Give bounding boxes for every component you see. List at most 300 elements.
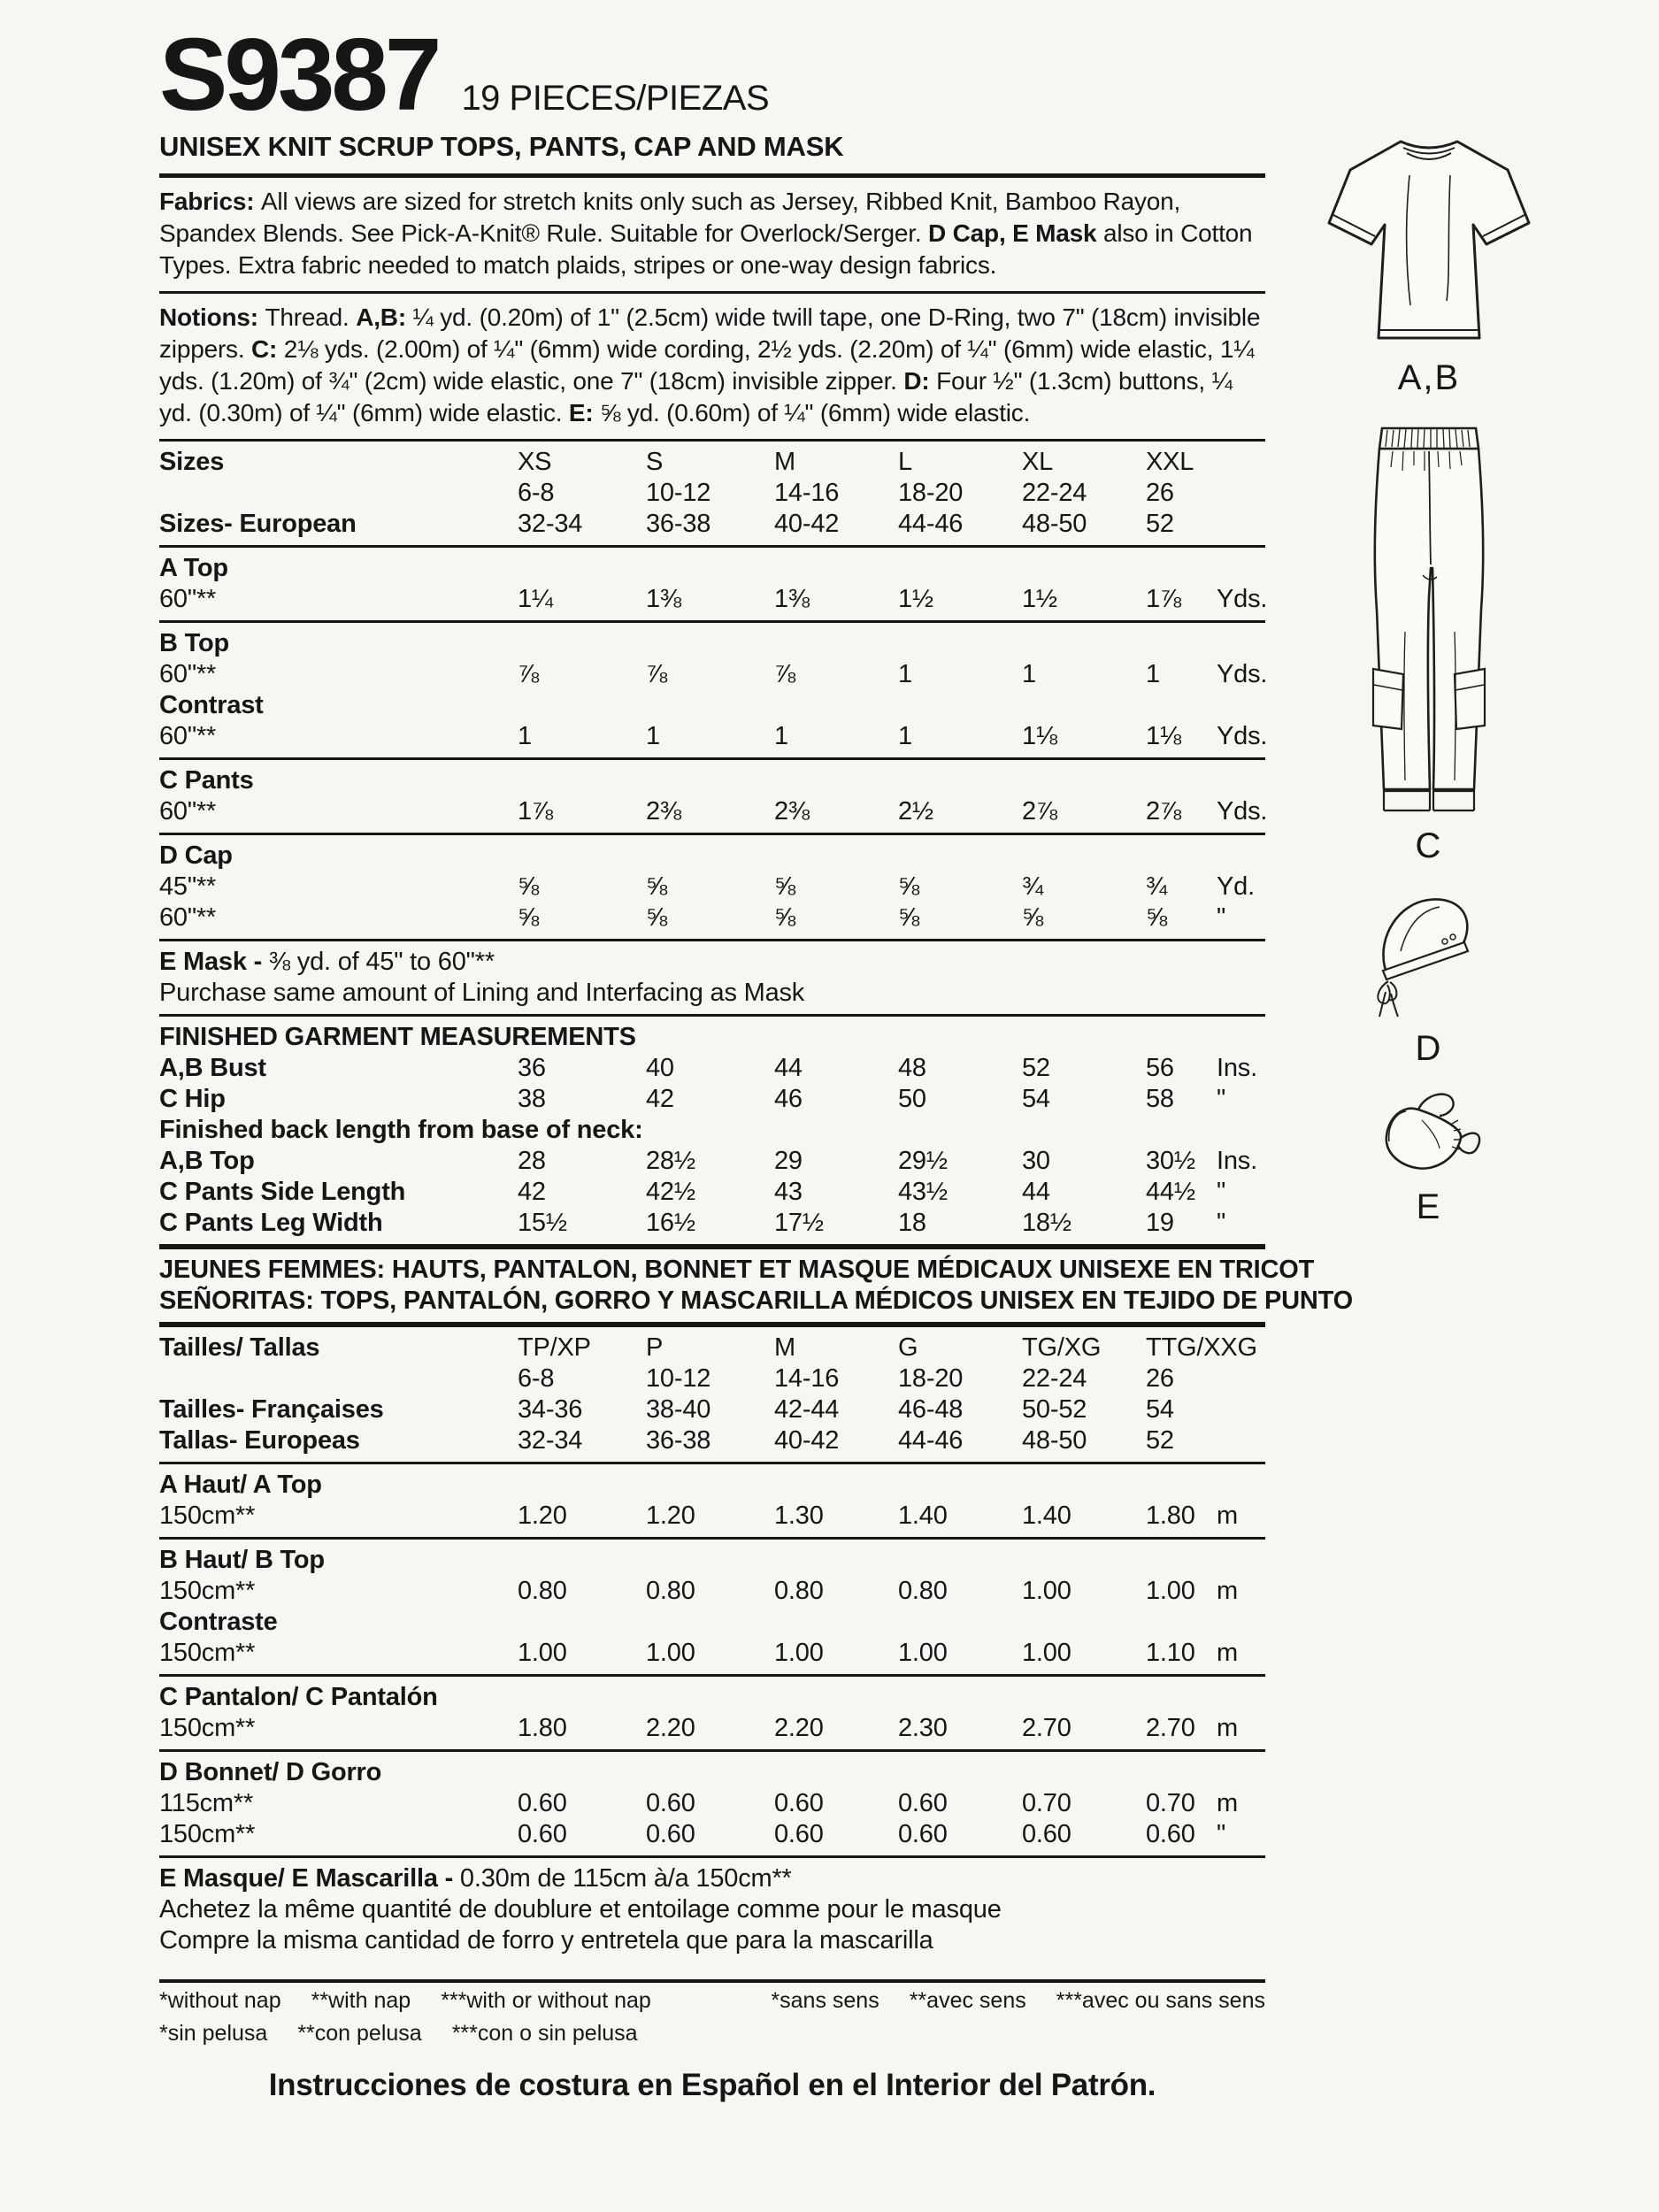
value-cell: 0.80 <box>774 1576 824 1605</box>
divider-rule <box>159 1749 1265 1752</box>
table-row <box>159 1333 1265 1363</box>
value-cell: 0.70 <box>1022 1788 1071 1817</box>
value-cell: 2.20 <box>646 1713 695 1742</box>
unit-cell: " <box>1217 902 1226 932</box>
value-cell: 18 <box>898 1208 926 1237</box>
value-cell: ⅝ <box>518 872 539 901</box>
value-cell: 42 <box>518 1177 546 1206</box>
value-cell: 0.60 <box>898 1788 948 1817</box>
value-cell: ⅞ <box>518 659 539 688</box>
value-cell: XXL <box>1146 447 1194 476</box>
row-label: 150cm** <box>159 1501 256 1530</box>
figure-scrub-cap <box>1374 887 1485 1069</box>
value-cell: 19 <box>1146 1208 1174 1237</box>
row-label <box>159 947 1265 978</box>
value-cell: 14-16 <box>774 478 840 507</box>
row-label <box>159 1863 1265 1894</box>
table-row <box>159 628 1265 659</box>
value-cell: 2⅞ <box>1022 796 1057 826</box>
value-cell: 26 <box>1146 1363 1174 1393</box>
value-cell: TTG/XXG <box>1146 1333 1257 1362</box>
value-cell: G <box>898 1333 918 1362</box>
table-row <box>159 1819 1265 1850</box>
value-cell: 18-20 <box>898 1363 964 1393</box>
value-cell: ⅞ <box>774 659 795 688</box>
table-row <box>159 1255 1315 1286</box>
table-row <box>159 447 1265 478</box>
value-cell: 29½ <box>898 1146 948 1175</box>
scrub-cap-illustration <box>1374 887 1485 1020</box>
value-cell: 1½ <box>1022 584 1057 613</box>
value-cell: L <box>898 447 912 476</box>
divider-rule <box>159 545 1265 548</box>
spanish-instructions-note: Instrucciones de costura en Español en el Interior del Patrón. <box>268 2067 1156 2102</box>
value-cell: 1⅞ <box>1146 584 1181 613</box>
value-cell: 32-34 <box>518 1425 583 1455</box>
table-row <box>159 902 1265 933</box>
value-cell: 42-44 <box>774 1394 840 1424</box>
value-cell: 1⅞ <box>518 796 553 826</box>
text-segment: Fabrics: <box>159 187 261 215</box>
value-cell: 28½ <box>646 1146 695 1175</box>
value-cell: 54 <box>1022 1084 1050 1113</box>
value-cell: 30½ <box>1146 1146 1195 1175</box>
row-label <box>159 478 518 509</box>
value-cell: 0.60 <box>518 1819 567 1848</box>
row-label: 60"** <box>159 721 217 750</box>
divider-rule <box>159 620 1265 623</box>
figure-face-mask <box>1376 1090 1482 1227</box>
row-label: 150cm** <box>159 1638 256 1667</box>
unit-cell: Yds. <box>1217 584 1268 613</box>
value-cell: 44-46 <box>898 509 964 538</box>
value-cell: 26 <box>1146 478 1174 507</box>
value-cell: ⅝ <box>1146 902 1167 932</box>
table-row <box>159 841 1265 872</box>
value-cell: 0.80 <box>646 1576 695 1605</box>
value-cell: 6-8 <box>518 478 555 507</box>
text-segment: A,B: <box>356 303 413 331</box>
unit-cell: " <box>1217 1208 1226 1237</box>
yardage-table-metric <box>159 1255 1353 1956</box>
row-label: C Pants <box>159 765 254 795</box>
table-row <box>159 1607 1265 1638</box>
table-row <box>159 1682 1265 1713</box>
value-cell: 29 <box>774 1146 803 1175</box>
row-label: C Pants Leg Width <box>159 1208 383 1237</box>
value-cell: 2⅜ <box>646 796 681 826</box>
text-segment: C: <box>251 334 284 363</box>
value-cell: 1.00 <box>1022 1576 1071 1605</box>
row-label-bold: E Masque/ E Mascarilla - <box>159 1863 460 1893</box>
value-cell: 44 <box>1022 1177 1050 1206</box>
value-cell: 48 <box>898 1053 926 1082</box>
row-label: JEUNES FEMMES: HAUTS, PANTALON, BONNET ET MASQUE MÉDICAUX UNISEXE EN TRICOT <box>159 1255 1315 1284</box>
table-row <box>159 721 1268 752</box>
divider-rule <box>159 1462 1265 1464</box>
value-cell: ⅞ <box>646 659 667 688</box>
value-cell: 44½ <box>1146 1177 1195 1206</box>
divider-rule <box>159 757 1265 760</box>
masthead <box>159 17 1265 132</box>
row-label: 60"** <box>159 659 217 688</box>
row-label-rest: ⅜ yd. of 45" to 60"** <box>268 947 495 976</box>
value-cell: 2½ <box>898 796 933 826</box>
unit-cell: m <box>1217 1788 1238 1817</box>
value-cell: 48-50 <box>1022 509 1087 538</box>
divider-rule <box>159 833 1265 835</box>
value-cell: 1 <box>518 721 532 750</box>
unit-cell: Ins. <box>1217 1053 1257 1082</box>
value-cell: 2⅜ <box>774 796 810 826</box>
row-label: 115cm** <box>159 1788 254 1817</box>
value-cell: 1.20 <box>518 1501 567 1530</box>
page-title: UNISEX KNIT SCRUP TOPS, PANTS, CAP AND MASK <box>159 131 1265 178</box>
row-label: 45"** <box>159 872 217 901</box>
unit-cell <box>1217 1394 1265 1425</box>
unit-cell: " <box>1217 1819 1226 1848</box>
footnote-item: ***with or without nap <box>441 1987 651 2013</box>
divider-rule <box>159 1855 1265 1858</box>
table-row <box>159 1576 1265 1607</box>
row-label: 150cm** <box>159 1576 256 1605</box>
table-row <box>159 1470 1265 1501</box>
value-cell: 1⅛ <box>1146 721 1181 750</box>
value-cell: 1.20 <box>646 1501 695 1530</box>
unit-cell: Yds. <box>1217 659 1268 688</box>
main-column <box>159 0 1353 2103</box>
value-cell: 15½ <box>518 1208 567 1237</box>
value-cell: 1 <box>898 659 912 688</box>
unit-cell <box>1217 447 1265 478</box>
value-cell: TG/XG <box>1022 1333 1102 1362</box>
value-cell: ⅝ <box>1022 902 1043 932</box>
value-cell: 6-8 <box>518 1363 555 1393</box>
footnote-group-french <box>771 1986 1265 2016</box>
table-row <box>159 978 1265 1009</box>
yardage-table-english <box>159 447 1268 1249</box>
footnote-item: **with nap <box>311 1987 411 2013</box>
divider-rule <box>159 1014 1265 1017</box>
value-cell: 30 <box>1022 1146 1050 1175</box>
row-label: Achetez la même quantité de doublure et entoilage comme pour le masque <box>159 1894 1002 1924</box>
text-segment: 2⅛ yds. (2.00m) of ¼" (6mm) wide cording, 2½ yds. (2.20m) of ¼" (6mm) wide elastic, 1¼ yds. (1.20m) of ¾" (2cm) wide elastic, one 7" (18cm) invisible zipper. <box>159 334 1255 395</box>
value-cell: 34-36 <box>518 1394 583 1424</box>
value-cell: 38 <box>518 1084 546 1113</box>
footnote-group-spanish <box>159 2019 638 2048</box>
figure-label-mask: E <box>1416 1187 1442 1226</box>
value-cell: TP/XP <box>518 1333 591 1362</box>
value-cell: 40-42 <box>774 1425 840 1455</box>
value-cell: 36 <box>518 1053 546 1082</box>
unit-cell: m <box>1217 1713 1238 1742</box>
value-cell: 54 <box>1146 1394 1174 1424</box>
table-row <box>159 1545 1265 1576</box>
value-cell: 2.70 <box>1146 1713 1195 1742</box>
row-label: 60"** <box>159 902 217 932</box>
value-cell: 2.30 <box>898 1713 948 1742</box>
value-cell: 1 <box>646 721 660 750</box>
unit-cell: " <box>1217 1177 1226 1206</box>
table-row <box>159 690 1265 721</box>
table-row <box>159 1208 1265 1239</box>
table-row <box>159 1863 1265 1894</box>
value-cell: 18-20 <box>898 478 964 507</box>
value-cell: 1.00 <box>774 1638 824 1667</box>
value-cell: 43 <box>774 1177 803 1206</box>
row-label: Finished back length from base of neck: <box>159 1115 643 1144</box>
value-cell: 1¼ <box>518 584 553 613</box>
value-cell: 44 <box>774 1053 803 1082</box>
row-label: 150cm** <box>159 1713 256 1742</box>
figure-label-cap: D <box>1415 1029 1443 1068</box>
text-segment: Thread. <box>265 303 357 331</box>
table-row <box>159 584 1268 615</box>
text-segment: ¼ yd. (0.20m) of 1" (2.5cm) wide twill tape, one D-Ring, two 7" (18cm) invisible zippers. <box>159 303 1261 363</box>
value-cell: 50-52 <box>1022 1394 1087 1424</box>
value-cell: 17½ <box>774 1208 824 1237</box>
value-cell: 28 <box>518 1146 546 1175</box>
table-row <box>159 1757 1265 1788</box>
value-cell: ⅝ <box>898 902 919 932</box>
footnote-item: **con pelusa <box>297 2020 422 2046</box>
value-cell: 38-40 <box>646 1394 711 1424</box>
value-cell: 1.00 <box>518 1638 567 1667</box>
table-row <box>159 509 1265 540</box>
row-label: A,B Bust <box>159 1053 266 1082</box>
value-cell: 43½ <box>898 1177 948 1206</box>
value-cell: 1⅜ <box>646 584 681 613</box>
scrub-pants-illustration <box>1354 419 1504 818</box>
table-row <box>159 1177 1265 1208</box>
row-label: D Bonnet/ D Gorro <box>159 1757 382 1786</box>
text-segment: Four ½" (1.3cm) buttons, ¼ yd. (0.30m) of ¼" (6mm) wide elastic. <box>159 366 1233 426</box>
footnote-row-spanish <box>159 2019 1265 2048</box>
value-cell: ⅝ <box>646 872 667 901</box>
unit-cell: Ins. <box>1217 1146 1257 1175</box>
value-cell: 0.60 <box>1146 1819 1195 1848</box>
divider-rule <box>159 1674 1265 1677</box>
table-row <box>159 872 1265 902</box>
table-row <box>159 1713 1265 1744</box>
row-label: Tailles- Françaises <box>159 1394 384 1424</box>
unit-cell: m <box>1217 1501 1238 1530</box>
fabrics-paragraph <box>159 178 1265 294</box>
table-row <box>159 553 1265 584</box>
footnote-item: **avec sens <box>909 1987 1026 2013</box>
value-cell: 58 <box>1146 1084 1174 1113</box>
value-cell: XS <box>518 447 552 476</box>
value-cell: 22-24 <box>1022 478 1087 507</box>
row-label-bold: E Mask - <box>159 947 269 976</box>
row-label: A Haut/ A Top <box>159 1470 322 1499</box>
row-label: FINISHED GARMENT MEASUREMENTS <box>159 1022 636 1051</box>
table-row <box>159 796 1268 827</box>
value-cell: 42½ <box>646 1177 695 1206</box>
value-cell: 36-38 <box>646 509 711 538</box>
unit-cell <box>1217 478 1265 509</box>
pieces-count: 19 PIECES/PIEZAS <box>461 79 770 118</box>
scrub-top-illustration <box>1318 124 1540 349</box>
value-cell: 0.60 <box>646 1788 695 1817</box>
row-label: 60"** <box>159 584 217 613</box>
row-label: Compre la misma cantidad de forro y entretela que para la mascarilla <box>159 1925 933 1955</box>
row-label: A Top <box>159 553 228 582</box>
divider-rule <box>159 939 1265 941</box>
value-cell: 1.00 <box>1022 1638 1071 1667</box>
value-cell: 1⅛ <box>1022 721 1057 750</box>
row-label: 150cm** <box>159 1819 256 1848</box>
table-row <box>159 1394 1265 1425</box>
table-row <box>159 1925 1265 1956</box>
row-label: Contrast <box>159 690 264 719</box>
unit-cell: Yd. <box>1217 872 1255 901</box>
value-cell: 48-50 <box>1022 1425 1087 1455</box>
table-row <box>159 1022 1265 1053</box>
unit-cell: Yds. <box>1217 721 1268 750</box>
text-segment: ⅝ yd. (0.60m) of ¼" (6mm) wide elastic. <box>600 398 1031 426</box>
row-label: D Cap <box>159 841 233 870</box>
footnote-divider <box>159 1979 1265 1983</box>
divider-rule <box>159 1537 1265 1540</box>
value-cell: 44-46 <box>898 1425 964 1455</box>
unit-cell <box>1217 509 1265 540</box>
table-row <box>159 1115 1265 1146</box>
divider-rule <box>159 1244 1265 1249</box>
row-label <box>159 1363 518 1394</box>
value-cell: 16½ <box>646 1208 695 1237</box>
value-cell: 32-34 <box>518 509 583 538</box>
table-row <box>159 1084 1265 1115</box>
face-mask-illustration <box>1376 1090 1482 1179</box>
row-label: 60"** <box>159 796 217 826</box>
value-cell: 1⅜ <box>774 584 810 613</box>
value-cell: ¾ <box>1146 872 1167 901</box>
value-cell: 1.80 <box>518 1713 567 1742</box>
row-label: Sizes- European <box>159 509 357 538</box>
table-row <box>159 1053 1265 1084</box>
footnote-item: *sin pelusa <box>159 2020 268 2046</box>
row-label: Sizes <box>159 447 225 476</box>
garment-illustrations <box>1301 124 1557 1248</box>
row-label: B Haut/ B Top <box>159 1545 325 1574</box>
row-label-rest: 0.30m de 115cm à/a 150cm** <box>459 1863 792 1893</box>
value-cell: ¾ <box>1022 872 1043 901</box>
table-row <box>159 1638 1265 1669</box>
value-cell: 2⅞ <box>1146 796 1181 826</box>
value-cell: 1.80 <box>1146 1501 1195 1530</box>
footnote-item: *sans sens <box>771 1987 879 2013</box>
value-cell: 1 <box>1146 659 1160 688</box>
unit-cell: m <box>1217 1638 1238 1667</box>
value-cell: 14-16 <box>774 1363 840 1393</box>
value-cell: 0.80 <box>898 1576 948 1605</box>
footnote-item: *without nap <box>159 1987 281 2013</box>
text-segment: Notions: <box>159 303 265 331</box>
value-cell: M <box>774 1333 795 1362</box>
table-row <box>159 1363 1265 1394</box>
value-cell: ⅝ <box>898 872 919 901</box>
table-row <box>159 478 1265 509</box>
value-cell: 10-12 <box>646 478 711 507</box>
figure-scrub-top <box>1318 124 1540 398</box>
row-label: Tallas- Europeas <box>159 1425 360 1455</box>
row-label: SEÑORITAS: TOPS, PANTALÓN, GORRO Y MASCARILLA MÉDICOS UNISEX EN TEJIDO DE PUNTO <box>159 1286 1353 1315</box>
table-row <box>159 1286 1353 1317</box>
value-cell: 1 <box>774 721 788 750</box>
divider-rule <box>159 1322 1265 1327</box>
row-label: B Top <box>159 628 229 657</box>
text-segment: E: <box>568 398 601 426</box>
row-label: C Pants Side Length <box>159 1177 406 1206</box>
text-segment: D: <box>903 366 937 395</box>
value-cell: 56 <box>1146 1053 1174 1082</box>
footnote-item: ***con o sin pelusa <box>451 2020 638 2046</box>
table-row <box>159 659 1268 690</box>
unit-cell: m <box>1217 1576 1238 1605</box>
value-cell: XL <box>1022 447 1054 476</box>
value-cell: 0.60 <box>518 1788 567 1817</box>
value-cell: 1.00 <box>646 1638 695 1667</box>
value-cell: 52 <box>1146 1425 1174 1455</box>
value-cell: 2.70 <box>1022 1713 1071 1742</box>
unit-cell <box>1217 1333 1265 1363</box>
text-segment: All views are sized for stretch knits only such as Jersey, Ribbed Knit, Bamboo Rayon, Spandex Blends. See Pick-A-Knit® Rule. Suitable for Overlock/Serger. <box>159 187 1181 247</box>
value-cell: 0.60 <box>1022 1819 1071 1848</box>
footnote-group-english <box>159 1986 651 2016</box>
row-label: Contraste <box>159 1607 278 1636</box>
value-cell: 52 <box>1022 1053 1050 1082</box>
footnote-row-english-french <box>159 1986 1265 2016</box>
value-cell: M <box>774 447 795 476</box>
value-cell: 1.00 <box>1146 1576 1195 1605</box>
figure-label-top: A,B <box>1397 358 1461 397</box>
value-cell: 1.10 <box>1146 1638 1195 1667</box>
row-label: C Pantalon/ C Pantalón <box>159 1682 438 1711</box>
unit-cell <box>1217 1425 1265 1456</box>
value-cell: 10-12 <box>646 1363 711 1393</box>
pattern-number: S9387 <box>159 17 439 132</box>
value-cell: 1 <box>898 721 912 750</box>
value-cell: ⅝ <box>518 902 539 932</box>
value-cell: 0.60 <box>646 1819 695 1848</box>
value-cell: P <box>646 1333 664 1362</box>
table-row <box>159 947 1265 978</box>
value-cell: 2.20 <box>774 1713 824 1742</box>
table-row <box>159 1425 1265 1456</box>
value-cell: 42 <box>646 1084 674 1113</box>
value-cell: 0.60 <box>898 1819 948 1848</box>
value-cell: 22-24 <box>1022 1363 1087 1393</box>
unit-cell: " <box>1217 1084 1226 1113</box>
table-row <box>159 765 1265 796</box>
unit-cell <box>1217 1363 1265 1394</box>
table-row <box>159 1788 1265 1819</box>
text-segment: also in Cotton Types. Extra fabric needed to match plaids, stripes or one-way design fabrics. <box>159 219 1253 279</box>
value-cell: ⅝ <box>774 872 795 901</box>
value-cell: 46 <box>774 1084 803 1113</box>
value-cell: S <box>646 447 664 476</box>
value-cell: 1.30 <box>774 1501 824 1530</box>
value-cell: 1.40 <box>898 1501 948 1530</box>
figure-scrub-pants <box>1354 419 1504 866</box>
value-cell: 0.60 <box>774 1788 824 1817</box>
table-row <box>159 1146 1265 1177</box>
footnote-item: ***avec ou sans sens <box>1056 1987 1265 2013</box>
table-row <box>159 1894 1265 1925</box>
value-cell: 1.40 <box>1022 1501 1071 1530</box>
value-cell: 1.00 <box>898 1638 948 1667</box>
